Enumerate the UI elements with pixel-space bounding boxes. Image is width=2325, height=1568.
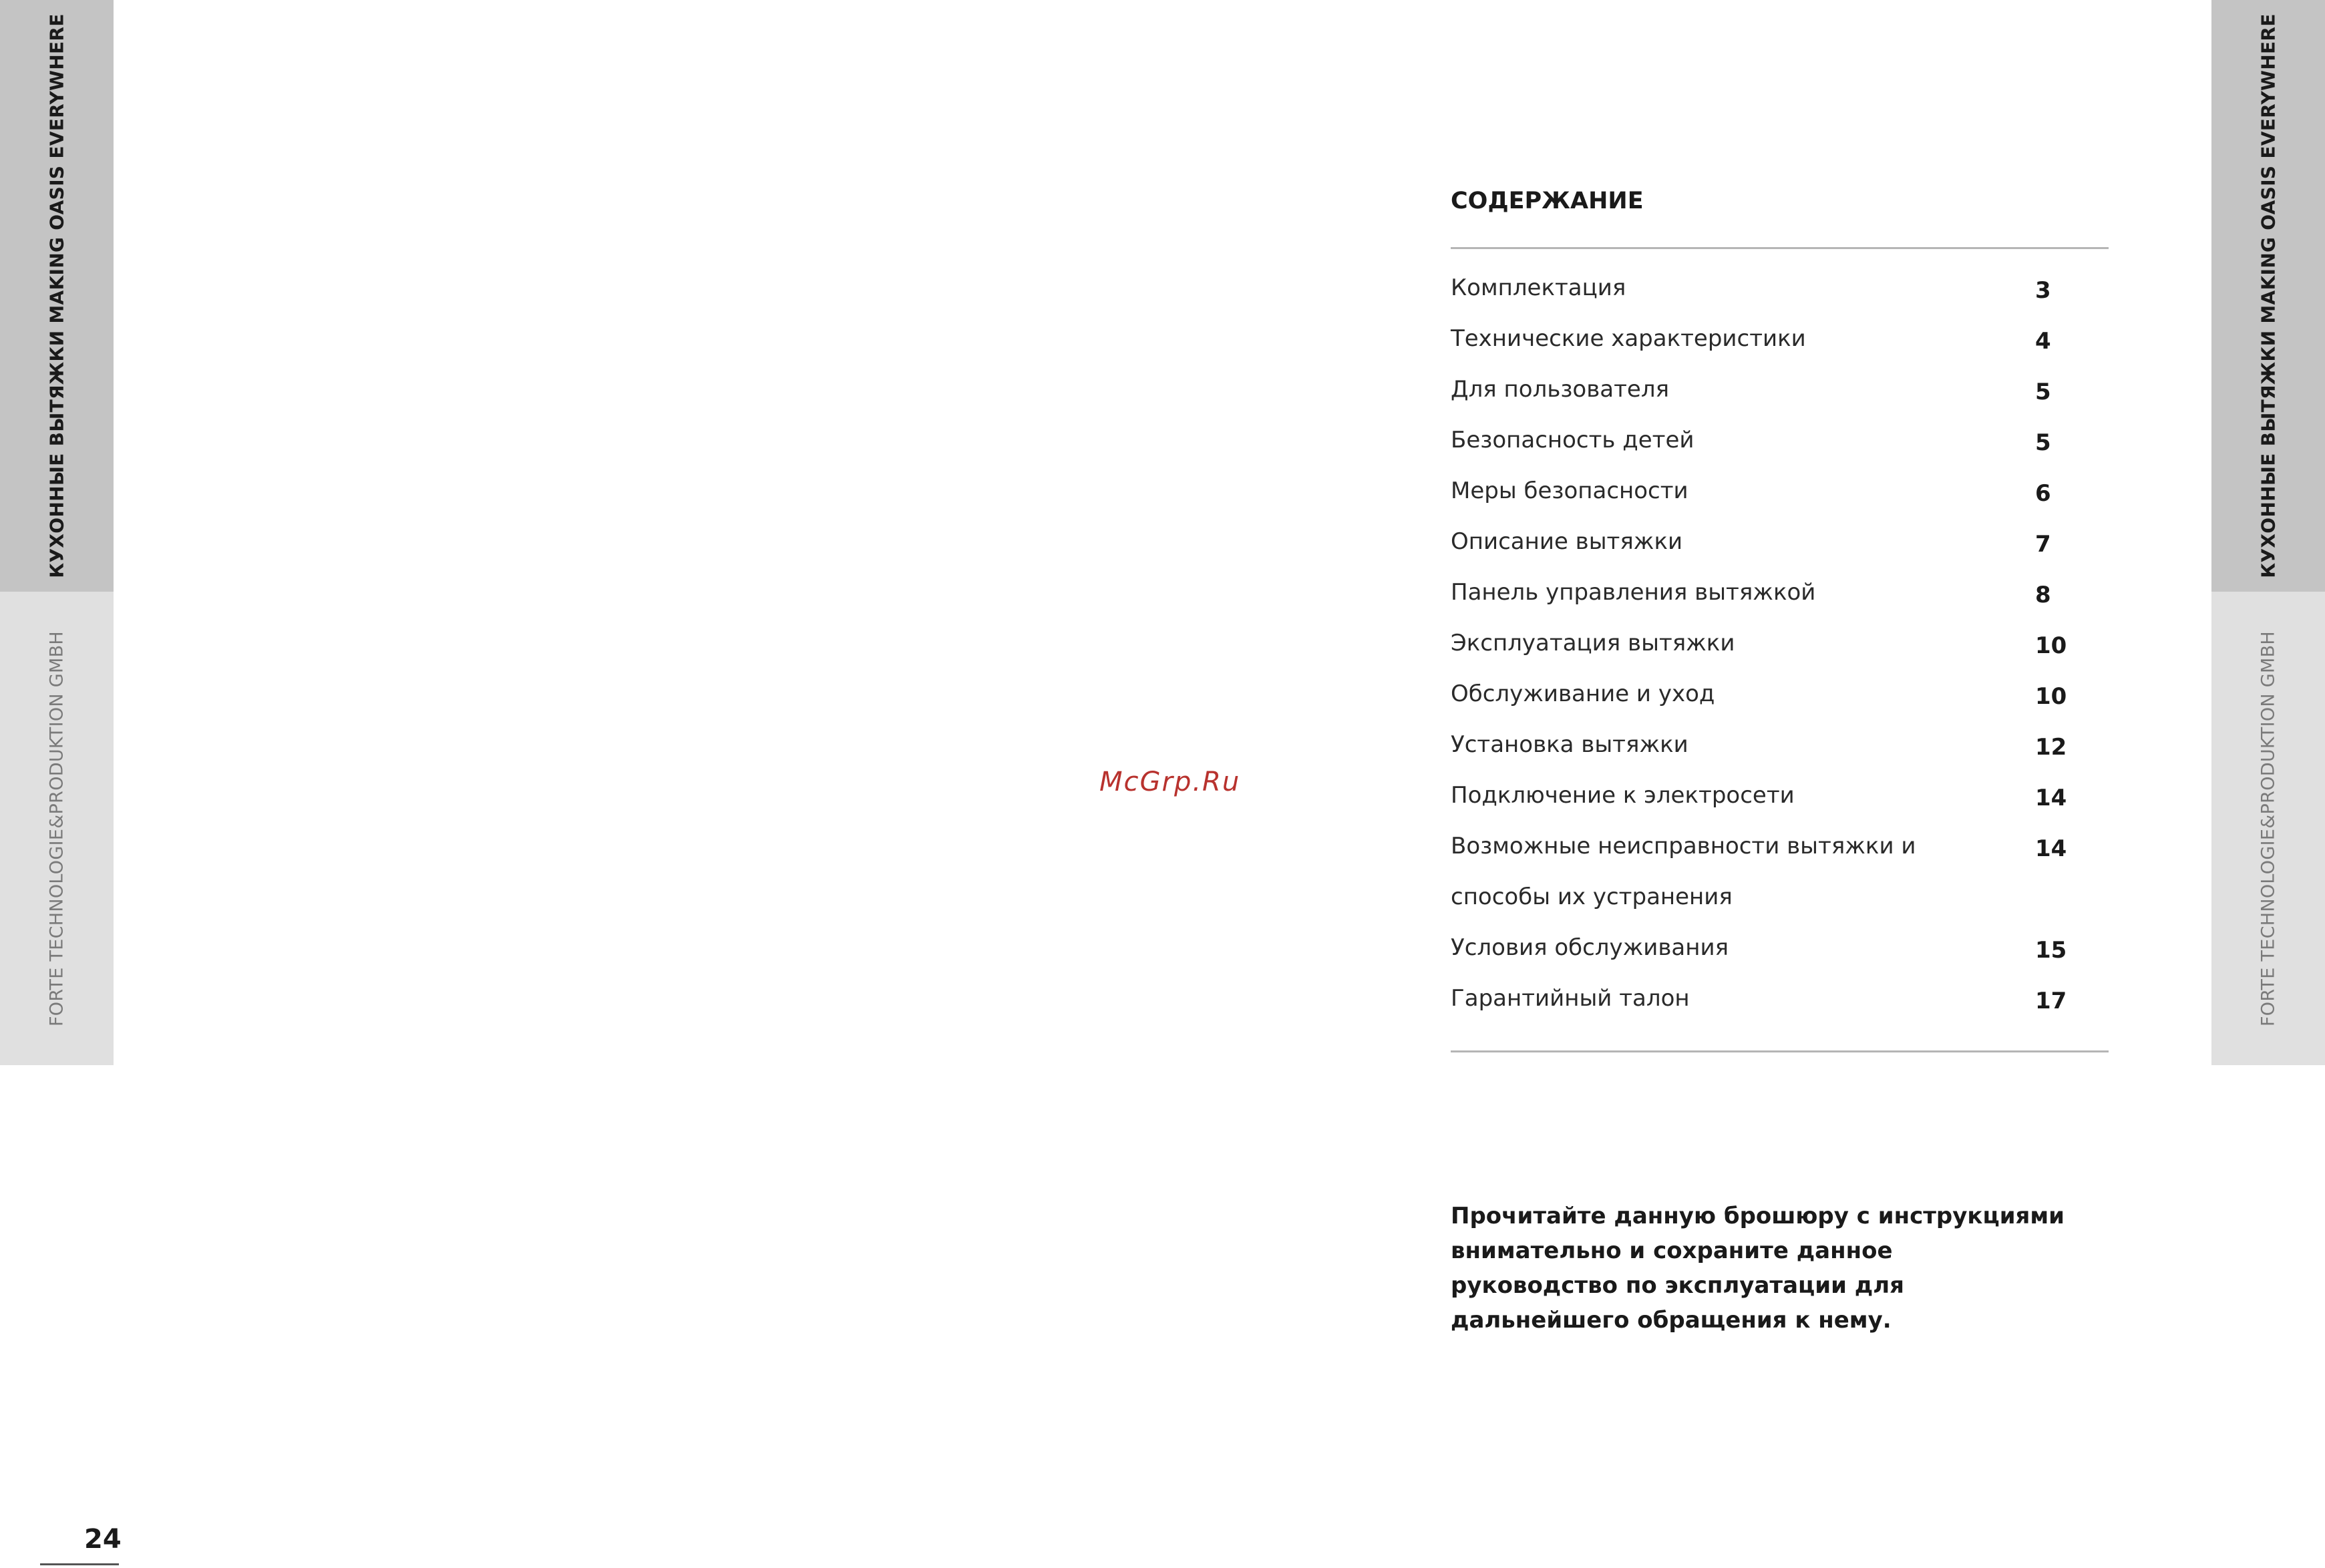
instruction-note	[1451, 1199, 2065, 1338]
toc-bottom-divider	[1451, 1050, 2109, 1052]
toc-item[interactable]	[1451, 821, 2109, 871]
toc-item-label: Технические характеристики	[1451, 325, 1806, 352]
toc-item[interactable]	[1451, 668, 2109, 719]
toc-item[interactable]	[1451, 465, 2109, 516]
toc-item-label: Для пользователя	[1451, 376, 1670, 403]
toc-item[interactable]	[1451, 516, 2109, 567]
right-company-tab	[2211, 592, 2325, 1065]
left-company-tab	[0, 592, 114, 1065]
toc-item-page: 14	[2035, 785, 2067, 811]
toc-item-page: 7	[2035, 531, 2051, 558]
toc-item[interactable]	[1451, 618, 2109, 668]
left-company-text: FORTE TECHNOLOGIE&PRODUKTION GMBH	[46, 630, 67, 1026]
toc-item-page: 10	[2035, 632, 2067, 659]
toc-item-label: Подключение к электросети	[1451, 782, 1795, 809]
toc-item-page: 5	[2035, 379, 2051, 405]
toc-item-label: Описание вытяжки	[1451, 528, 1683, 555]
toc-item-label: Меры безопасности	[1451, 477, 1688, 504]
note-line: внимательно и сохраните данное	[1451, 1237, 1893, 1264]
toc-item-label: Возможные неисправности вытяжки и	[1451, 833, 1916, 859]
toc-item-page: 14	[2035, 835, 2067, 862]
toc-item-page: 15	[2035, 937, 2067, 964]
toc-item-page: 8	[2035, 582, 2051, 608]
toc-item-label: Условия обслуживания	[1451, 934, 1729, 961]
toc-item[interactable]	[1451, 871, 2109, 922]
toc-item-label: Обслуживание и уход	[1451, 680, 1715, 707]
right-brand-tab	[2211, 0, 2325, 592]
right-brand-text: КУХОННЫЕ ВЫТЯЖКИ MAKING OASIS EVERYWHERE	[2257, 13, 2280, 578]
toc-item-label: Панель управления вытяжкой	[1451, 579, 1816, 606]
toc-item-label: способы их устранения	[1451, 884, 1733, 910]
table-of-contents	[1451, 180, 2109, 1052]
page-number-underline	[40, 1563, 119, 1565]
toc-item-page: 3	[2035, 277, 2051, 304]
left-brand-text: КУХОННЫЕ ВЫТЯЖКИ MAKING OASIS EVERYWHERE	[45, 13, 68, 578]
toc-item-label: Эксплуатация вытяжки	[1451, 630, 1735, 656]
note-line: дальнейшего обращения к нему.	[1451, 1307, 1892, 1334]
toc-item-page: 12	[2035, 734, 2067, 761]
toc-item[interactable]	[1451, 364, 2109, 415]
note-line: Прочитайте данную брошюру с инструкциями	[1451, 1203, 2065, 1229]
toc-item[interactable]	[1451, 313, 2109, 364]
toc-item-label: Установка вытяжки	[1451, 731, 1688, 758]
toc-item-label: Гарантийный талон	[1451, 985, 1690, 1012]
toc-item-page: 6	[2035, 480, 2051, 507]
page-number: 24	[84, 1524, 122, 1555]
toc-title: СОДЕРЖАНИЕ	[1451, 188, 1644, 214]
toc-item[interactable]	[1451, 567, 2109, 618]
note-line: руководство по эксплуатации для	[1451, 1272, 1904, 1299]
left-brand-tab	[0, 0, 114, 592]
toc-item[interactable]	[1451, 973, 2109, 1024]
toc-item-page: 10	[2035, 683, 2067, 710]
toc-item-label: Безопасность детей	[1451, 427, 1694, 453]
toc-item[interactable]	[1451, 415, 2109, 465]
toc-item-page: 17	[2035, 988, 2067, 1014]
toc-item-page: 4	[2035, 328, 2051, 355]
watermark-link[interactable]: McGrp.Ru	[1099, 767, 1241, 797]
toc-item[interactable]	[1451, 770, 2109, 821]
toc-item[interactable]	[1451, 922, 2109, 973]
toc-list	[1451, 249, 2109, 1050]
toc-item-page: 5	[2035, 429, 2051, 456]
toc-item-label: Комплектация	[1451, 274, 1626, 301]
toc-item[interactable]	[1451, 719, 2109, 770]
right-company-text: FORTE TECHNOLOGIE&PRODUKTION GMBH	[2258, 630, 2279, 1026]
toc-item[interactable]	[1451, 262, 2109, 313]
